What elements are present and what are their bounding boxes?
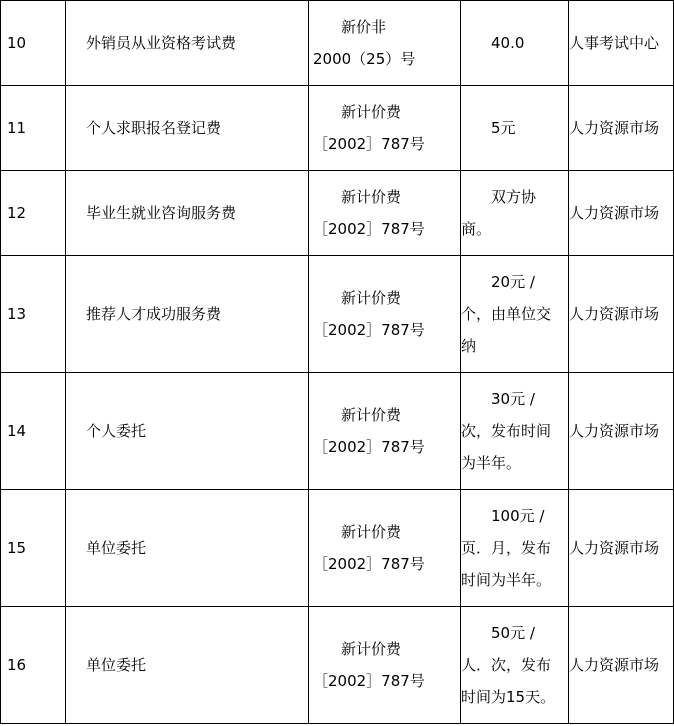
pricing-basis xyxy=(309,256,461,373)
price-line-3: 纳 xyxy=(461,337,477,355)
basis-line-2: ［2002］787号 xyxy=(313,672,425,690)
pricing-basis xyxy=(309,373,461,490)
basis-line-1: 新计价费 xyxy=(341,406,402,424)
fee-name: 推荐人才成功服务费 xyxy=(66,256,309,373)
price-line-1: 双方协 xyxy=(491,188,537,206)
basis-line-1: 新计价费 xyxy=(341,188,402,206)
pricing-basis xyxy=(309,86,461,171)
row-number: 15 xyxy=(1,490,66,607)
price-line-2: 页．月，发布 xyxy=(461,539,552,557)
basis-line-1: 新计价费 xyxy=(341,523,402,541)
price-line-1: 40.0 xyxy=(491,34,525,52)
price-line-2: 个，由单位交 xyxy=(461,305,552,323)
basis-line-1: 新计价费 xyxy=(341,289,402,307)
basis-line-2: 2000（25）号 xyxy=(313,50,416,68)
price-line-1: 30元 / xyxy=(491,390,535,408)
row-number: 13 xyxy=(1,256,66,373)
fee-standard xyxy=(461,86,569,171)
collecting-unit: 人力资源市场 xyxy=(569,607,674,724)
pricing-basis xyxy=(309,490,461,607)
price-line-2: 商。 xyxy=(461,220,492,238)
row-number: 16 xyxy=(1,607,66,724)
table-row xyxy=(1,607,674,724)
fee-standard xyxy=(461,171,569,256)
table-row xyxy=(1,86,674,171)
price-line-1: 100元 / xyxy=(491,507,545,525)
price-line-2: 人．次，发布 xyxy=(461,656,552,674)
table-row xyxy=(1,373,674,490)
fee-standard xyxy=(461,490,569,607)
table-row xyxy=(1,171,674,256)
price-line-3: 为半年。 xyxy=(461,454,522,472)
row-number: 12 xyxy=(1,171,66,256)
row-number: 10 xyxy=(1,1,66,86)
basis-line-1: 新价非 xyxy=(341,18,387,36)
fee-name: 外销员从业资格考试费 xyxy=(66,1,309,86)
fee-standard xyxy=(461,1,569,86)
collecting-unit: 人力资源市场 xyxy=(569,86,674,171)
pricing-basis xyxy=(309,171,461,256)
fee-standard xyxy=(461,607,569,724)
collecting-unit: 人力资源市场 xyxy=(569,490,674,607)
collecting-unit: 人力资源市场 xyxy=(569,373,674,490)
fee-name: 单位委托 xyxy=(66,607,309,724)
price-line-1: 5元 xyxy=(491,119,516,137)
basis-line-2: ［2002］787号 xyxy=(313,220,425,238)
fee-standard xyxy=(461,373,569,490)
basis-line-2: ［2002］787号 xyxy=(313,438,425,456)
fee-name: 毕业生就业咨询服务费 xyxy=(66,171,309,256)
fee-name: 个人委托 xyxy=(66,373,309,490)
basis-line-2: ［2002］787号 xyxy=(313,135,425,153)
fee-standard xyxy=(461,256,569,373)
basis-line-2: ［2002］787号 xyxy=(313,321,425,339)
collecting-unit: 人力资源市场 xyxy=(569,171,674,256)
fee-name: 个人求职报名登记费 xyxy=(66,86,309,171)
collecting-unit: 人力资源市场 xyxy=(569,256,674,373)
row-number: 11 xyxy=(1,86,66,171)
price-line-2: 次，发布时间 xyxy=(461,422,552,440)
price-line-3: 时间为半年。 xyxy=(461,571,552,589)
row-number: 14 xyxy=(1,373,66,490)
price-line-1: 20元 / xyxy=(491,273,535,291)
basis-line-1: 新计价费 xyxy=(341,103,402,121)
fee-name: 单位委托 xyxy=(66,490,309,607)
collecting-unit: 人事考试中心 xyxy=(569,1,674,86)
table-row xyxy=(1,1,674,86)
table-row xyxy=(1,256,674,373)
basis-line-2: ［2002］787号 xyxy=(313,555,425,573)
table-row xyxy=(1,490,674,607)
pricing-basis xyxy=(309,607,461,724)
price-line-1: 50元 / xyxy=(491,624,535,642)
price-line-3: 时间为15天。 xyxy=(461,688,556,706)
pricing-basis xyxy=(309,1,461,86)
basis-line-1: 新计价费 xyxy=(341,640,402,658)
